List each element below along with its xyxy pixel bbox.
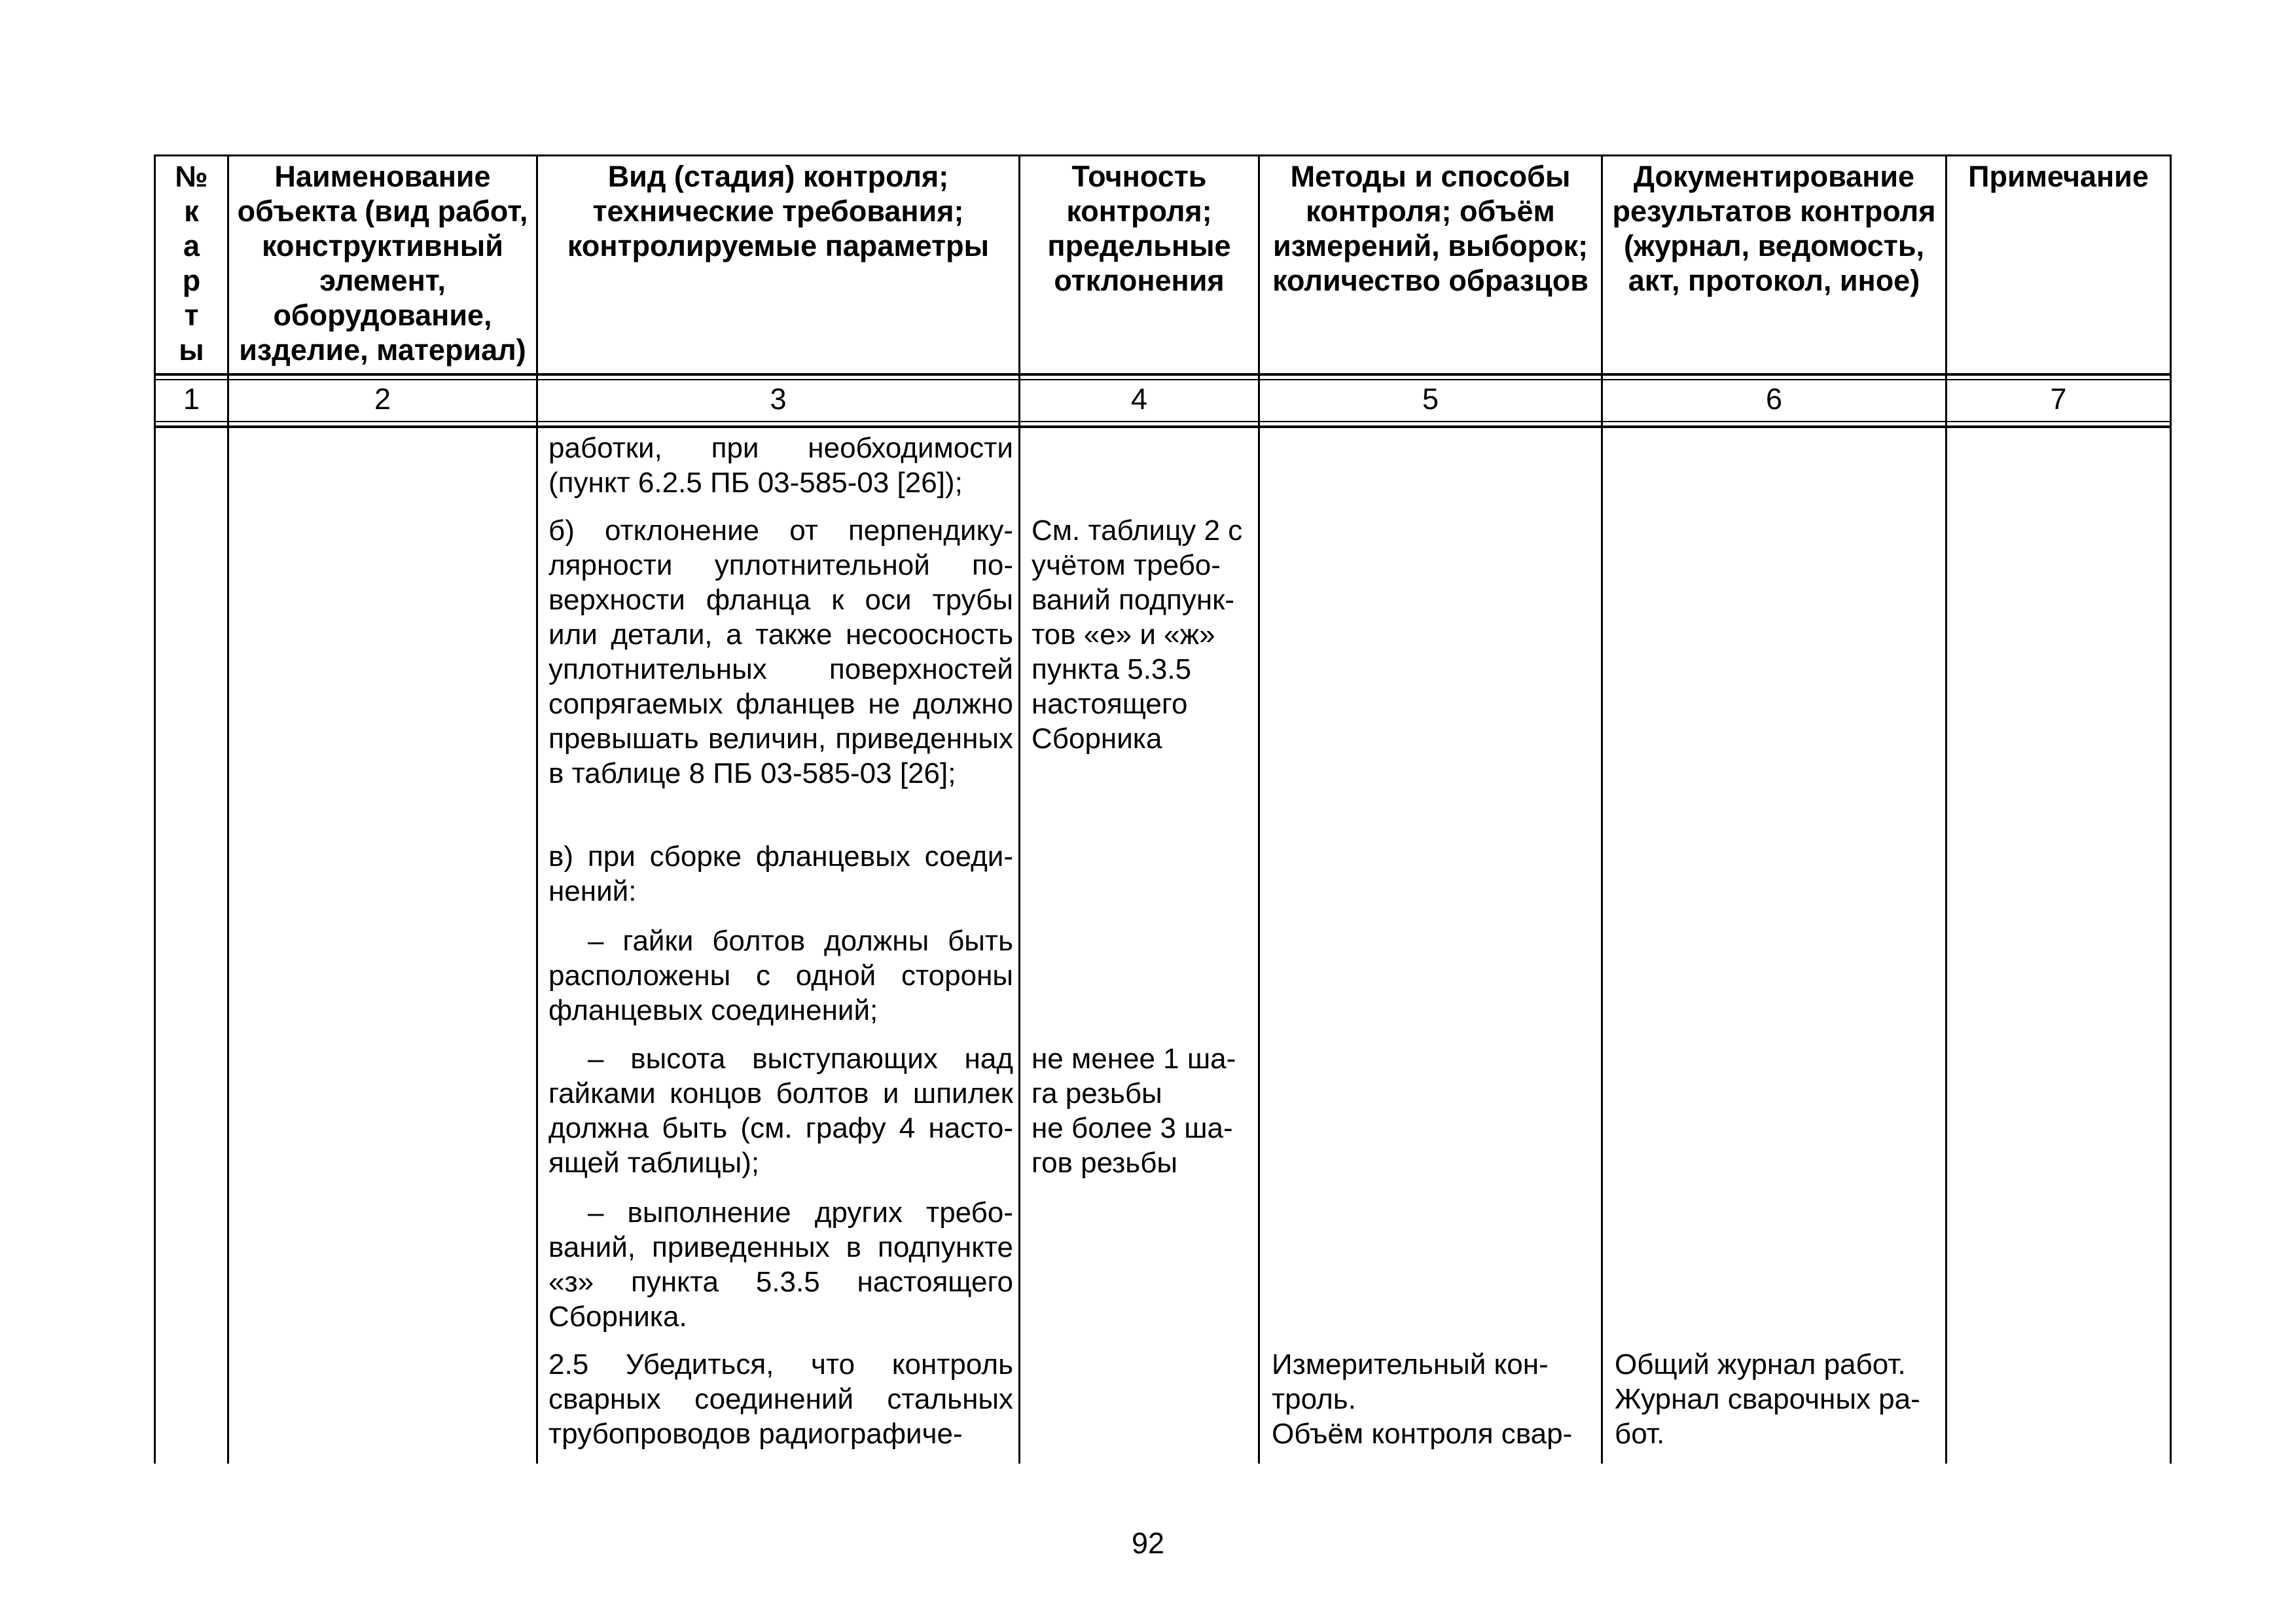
- column-number: 4: [1130, 382, 1148, 416]
- header-object-name: Наименование объекта (вид работ, конструктивный элемент, оборудование, изделие, материал): [237, 160, 528, 367]
- page-number: 92: [1131, 1526, 1165, 1560]
- accuracy-text: не менее 1 ша- га резьбы не более 3 ша- гов резьбы: [1031, 1043, 1236, 1179]
- column-number: 7: [2050, 382, 2067, 416]
- numbers-bottom-border: [154, 425, 2171, 428]
- column-border-right: [2170, 154, 2172, 1464]
- header-accuracy: Точность контроля; предельные отклонения: [1047, 160, 1231, 297]
- requirement-paragraph: – гайки болтов должны быть расположены с одной стороны фланцевых соединений;: [548, 925, 1013, 1026]
- numbers-bottom-border-inner: [154, 421, 2171, 422]
- header-methods: Методы и способы контроля; объём измерений, выборок; количество образцов: [1272, 160, 1588, 297]
- requirement-paragraph: 2.5 Убедиться, что контроль сварных соединений стальных трубопроводов радиографиче-: [548, 1348, 1013, 1450]
- column-border: [1945, 154, 1947, 1464]
- column-border: [1601, 154, 1603, 1464]
- header-card-number: № к а р т ы: [175, 160, 208, 367]
- requirement-paragraph: работки, при необходимости (пункт 6.2.5 ПБ 03-585-03 [26]);: [548, 432, 1013, 499]
- column-border: [1258, 154, 1260, 1464]
- methods-text: Измерительный кон- троль. Объём контроля свар-: [1272, 1348, 1573, 1450]
- table-top-border: [154, 154, 2171, 156]
- header-bottom-border: [154, 373, 2171, 376]
- requirement-paragraph: – выполнение других требований, приведенных в подпункте «з» пункта 5.3.5 настоящего Сборника.: [548, 1197, 1013, 1333]
- header-note: Примечание: [1968, 160, 2149, 193]
- accuracy-text: См. таблицу 2 с учётом требо- ваний подпунк- тов «е» и «ж» пункта 5.3.5 настоящего Сборника: [1031, 514, 1243, 755]
- requirement-paragraph: б) отклонение от перпендикулярности уплотнительной поверхности фланца к оси трубы или детали, а также несоосность уплотнительных поверхностей сопрягаемых фланцев не должно превышать величин, приведенных в таблице 8 ПБ 03-585-03 [26];: [548, 514, 1013, 789]
- header-documentation: Документирование результатов контроля (журнал, ведомость, акт, протокол, иное): [1612, 160, 1936, 297]
- column-border: [1018, 154, 1020, 1464]
- requirement-paragraph: – высота выступающих над гайками концов болтов и шпилек должна быть (см. графу 4 настоящей таблицы);: [548, 1043, 1013, 1179]
- column-number: 2: [374, 382, 391, 416]
- column-border: [536, 154, 538, 1464]
- column-number: 1: [183, 382, 200, 416]
- header-bottom-border-inner: [154, 379, 2171, 380]
- requirement-paragraph: в) при сборке фланцевых соединений:: [548, 840, 1013, 907]
- column-number: 3: [770, 382, 787, 416]
- column-number: 6: [1765, 382, 1783, 416]
- header-control-type: Вид (стадия) контроля; технические требования; контролируемые параметры: [567, 160, 990, 262]
- documentation-text: Общий журнал работ. Журнал сварочных ра- бот.: [1615, 1348, 1920, 1450]
- column-number: 5: [1422, 382, 1439, 416]
